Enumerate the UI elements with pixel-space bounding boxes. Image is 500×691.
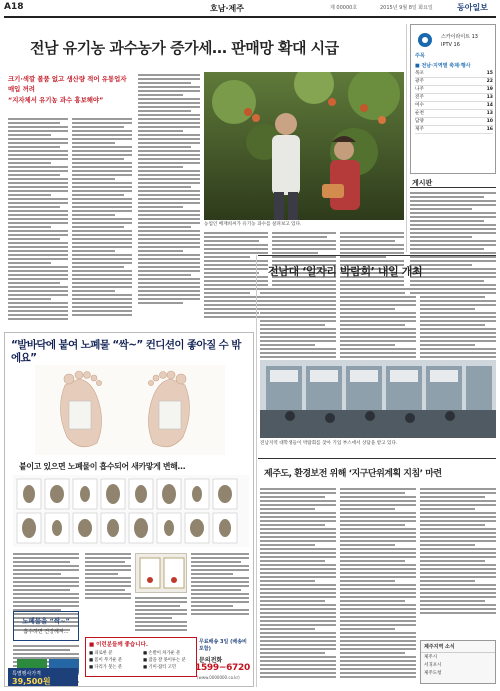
sidebar-list [415,70,493,134]
article-column-4 [204,232,268,318]
subhead-1: 크기·색깔 볼품 없고 생산량 적어 유통업자 매입 꺼려 [8,75,127,93]
issue-number: 제 00000호 [330,5,358,11]
sidebar-row[interactable] [415,102,493,110]
article-column-1 [8,118,68,320]
sidebar-row-value: 19 [486,87,493,92]
ad-pads-grid [13,475,249,547]
sidebar-row-value: 16 [486,127,493,132]
logo-icon [415,31,435,51]
sidebar-row-value: 13 [486,95,493,100]
sidebar-row-value: 15 [486,71,493,76]
ad-brand: 노폐물을 “싹~” [22,617,70,625]
ad-brand-box [13,611,79,641]
article-column-3 [138,74,200,304]
sidebar-row-label: 나주 [415,87,424,92]
ad-subheadline: 붙이고 있으면 노폐물이 흡수되어 새카맣게 변해… [19,462,186,471]
sidebar-row-value: 14 [486,103,493,108]
sidebar-logo [415,31,435,51]
ad-promo-item: ■ 다리가 붓는 분 [89,665,123,670]
bottom-article-col-2 [340,488,416,678]
sidebar-row-label: 순천 [415,111,424,116]
ad-text-col-5 [191,553,249,615]
ad-certificates [135,553,187,593]
ad-price-strip-label: 특별행사가격 [12,671,41,677]
info-box [420,640,496,684]
bottom-headline: 제주도, 환경보전 위해 ‘지구단위계획 지침’ 마련 [264,469,442,479]
page-header [0,0,500,16]
ad-price-strip [8,668,78,686]
ad-text-col-3 [85,553,131,599]
ad-promo-item: ■ 몸이 무거운 분 [89,658,123,663]
notice-title: 게시판 [412,179,433,187]
info-box-line: 서귀포시 [424,663,442,668]
ad-promo-item: ■ 피로한 분 [89,651,113,656]
ad-promo-list [86,650,196,670]
sidebar-row[interactable] [415,86,493,94]
ad-section[interactable] [4,332,254,687]
header-rule [4,16,496,18]
ad-promo-title: ■ 이런분들께 좋습니다. [89,642,148,648]
sidebar-row-value: 13 [486,111,493,116]
ad-text-col-4 [135,597,187,631]
ad-price: 39,500원 [12,677,51,686]
ad-promo-item: ■ 잠을 잘 못이루는 분 [143,658,186,663]
sidebar-row-label: 여수 [415,103,424,108]
sidebar-row-label: 목포 [415,71,424,76]
sidebar-list-title: ■ 전남·지역별 축제·행사 [415,63,471,69]
right-headline: 전남대 ‘일자리 박람회’ 내일 개최 [268,265,423,278]
pads-illustration-icon [13,475,249,547]
sidebar-row[interactable] [415,94,493,102]
subhead-2: “지자체서 유기농 과수 홍보해야” [8,96,104,104]
ad-phone-label: 문의전화 [199,657,223,664]
ad-promo-item: ■ 손발이 차가운 분 [143,651,181,656]
feet-icon [35,365,225,455]
main-photo [204,72,404,220]
exhibition-photo-illustration [260,360,496,438]
sidebar-row-label: 제주 [415,127,424,132]
section-name: 호남·제주 [210,4,244,13]
info-box-line: 제주도청 [424,671,442,676]
sidebar-row-value: 10 [486,119,493,124]
sidebar [410,24,496,174]
notice-rule [410,187,496,188]
issue-date: 2015년 9월 8일 화요일 [380,5,433,11]
sidebar-badge: 주목 [415,53,425,59]
ad-feet-image [35,365,225,455]
sidebar-row[interactable] [415,78,493,86]
subhead-block [8,74,132,105]
sidebar-row-label: 담양 [415,119,424,124]
sidebar-item-2[interactable]: IPTV 16 [441,42,460,48]
notice-text [410,192,496,294]
right-photo-caption: 전남지역 대학생들이 박람회를 찾아 기업 부스에서 상담을 받고 있다. [260,441,398,446]
ad-phone-sub: (www.0000000.co.kr) [197,675,240,680]
ad-promo-box [85,637,197,677]
article-column-2 [72,118,132,316]
paper-name: 동아일보 [457,3,488,12]
page-number: A18 [4,2,24,12]
right-photo [260,360,496,438]
sidebar-row-label: 광주 [415,79,424,84]
sidebar-row-label: 전주 [415,95,424,100]
info-box-title: 제주지역 소식 [421,641,495,653]
sidebar-row[interactable] [415,126,493,134]
column-divider [406,24,407,252]
sidebar-item-1[interactable]: 스카이라이트 13 [441,34,478,40]
certificate-icon [136,554,188,594]
column-divider [256,255,257,687]
ad-headline: “발바닥에 붙여 노폐물 “싹~” 컨디션이 좋아질 수 밖에요” [11,339,241,364]
info-box-line: 제주시 [424,655,438,660]
ad-phone[interactable]: 1599−6720 [195,663,250,673]
bottom-article-col-3 [420,488,496,614]
bottom-article-col-1 [260,488,336,678]
sidebar-row-value: 22 [486,79,493,84]
main-headline: 전남 유기농 과수농가 증가세… 판매망 확대 시급 [30,39,339,57]
orchard-photo-illustration [204,72,404,220]
sidebar-row[interactable] [415,70,493,78]
ad-delivery: 무료배송 3일 (배송비 포함) [199,639,247,652]
sidebar-row[interactable] [415,118,493,126]
main-photo-caption: 농업인 배재희씨가 유기농 과수를 살펴보고 있다. [204,222,302,227]
ad-sub-brand: 흡수하면 건강해져… [23,629,69,635]
right-article-rule [258,255,496,256]
bottom-article-rule [258,458,496,459]
sidebar-row[interactable] [415,110,493,118]
ad-promo-item: ■ 기미·잡티 고민 [143,665,177,670]
